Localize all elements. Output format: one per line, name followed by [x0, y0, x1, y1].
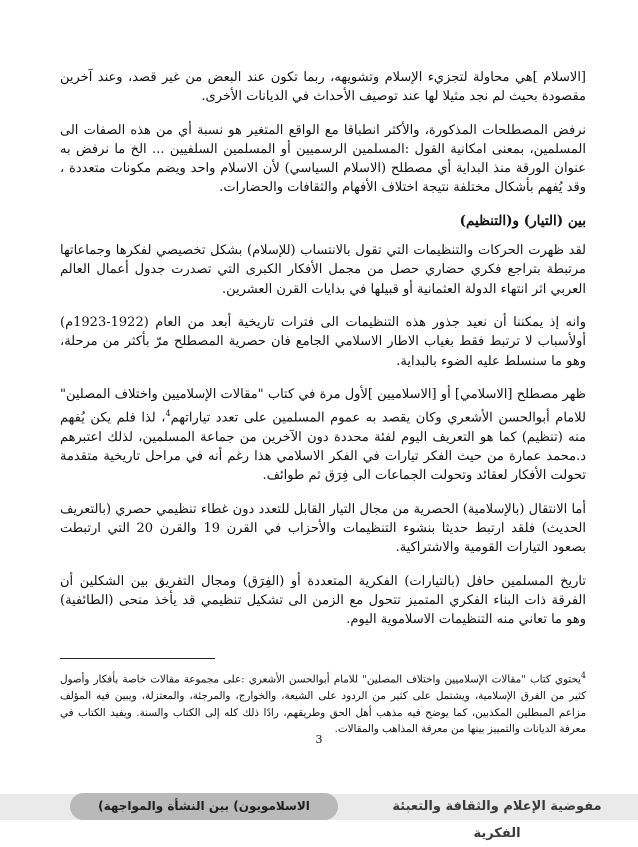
footer-document-title: الاسلامويون) بين النشأة والمواجهة)	[98, 799, 310, 813]
footnote-reference[interactable]: 4	[165, 409, 171, 419]
footnote	[60, 668, 586, 738]
body-text	[60, 68, 586, 643]
footer-organization-name: مفوضية الإعلام والثقافة والتعبئة الفكرية	[392, 799, 602, 841]
paragraph-rejection: نرفض المصطلحات المذكورة، والأكثر انطباقا مع الواقع المتغير هو نسبة أي من هذه الصفات الى المسلمين، بمعنى امكانية القول :المسلمين الرسميين أو المسلمين السلفيين ... الخ ما نرفض به عنوان الورقة منذ البداية أي مصطلح (الاسلام السياسي) لأن الاسلام واحد ويضم مكونات متعددة ، وقد يُفهم بأشكال مختلفة نتيجة اختلاف الأفهام والثقافات والحضارات.	[60, 122, 586, 196]
page-number: 3	[315, 733, 323, 746]
paragraph-transition: أما الانتقال (بالإسلامية) الحصرية من مجال التيار القابل للتعدد دون غطاء تنظيمي حصري (بالتعريف الحديث) فلقد ارتبط حديثا بنشوء التنظيمات والأحزاب في القرن 19 والقرن 20 التي ارتبطت بصعود التيارات القومية والاشتراكية.	[60, 501, 586, 556]
page-footer	[0, 784, 638, 841]
footnote-divider	[60, 658, 215, 659]
paragraph-emergence: لقد ظهرت الحركات والتنظيمات التي تقول بالانتساب (للإسلام) بشكل تخصيصي لفكرها وجماعاتها مرتبطة بتراجع فكري حضاري حصل من مجمل الأفكار الكبرى التي تصدرت جدول أعمال العالم العربي اثر انتهاء الدولة العثمانية أو قبيلها في بدايات القرن العشرين.	[60, 243, 586, 297]
paragraph-term-origin-part1: ظهر مصطلح [الاسلامي] أو [الاسلاميين ]لأول مرة في كتاب "مقالات الإسلاميين واختلاف المصلين" للامام أبوالحسن الأشعري وكان يقصد به عموم المسلمين على تعدد تياراتهم	[60, 386, 586, 426]
footnote-text: يحتوي كتاب "مقالات الإسلاميين واختلاف المصلين" للامام أبوالحسن الأشعري :على مجموعة مقالات خاصة بأفكار وأصول كثير من الفرق الإسلامية، ويشتمل على كثير من الردود على الشيعة، والخوارج، والمرجئة، والمعتزلة، ويبين فيه المؤلف مزاعم المبطلين المكذبين، كما يوضح فيه مذهب أهل الحق وطريقهم، رادًا ذلك كله إلى الكتاب والسنة. ويفيد الكتاب في معرفة الديانات والتمييز بينها من معرفة المذاهب والمقالات.	[60, 673, 586, 736]
section-heading: بين (التيار) و(التنظيم)	[459, 212, 586, 229]
paragraph-term-origin-part2: ، لذا فلم يكن يُفهم منه (تنظيم) كما هو التعريف اليوم لفئة محددة دون الآخرين من جماعة المسلمين، لذلك اعتبرهم د.محمد عمارة من حيث الفكر تيارات في الفكر الاسلامي هذا رغم أنه في مراحل تاريخية متقدمة تحولت الأفكار لعقائد وتحولت الجماعات الى فِرَق ثم طوائف.	[60, 410, 586, 484]
paragraph-roots: وانه إذ يمكننا أن نعيد جذور هذه التنظيمات الى فترات تاريخية أبعد من العام (1922-1923م) أولأسباب لا ترتبط فقط بغياب الاطار الاسلامي الجامع فان حصرية المصطلح مرّ بأكثر من مرحلة، وهو ما سنسلط عليه الضوء بالبداية.	[60, 314, 586, 369]
paragraph-term-origin	[60, 385, 586, 486]
paragraph-intro: [الاسلام ]هي محاولة لتجزيء الإسلام وتشويهه، ربما تكون عند البعض من غير قصد، وعند آخرين مقصودة بحيث لم نجد مثيلا لها عند توصيف الأحداث في الديانات الأخرى.	[60, 70, 586, 105]
footnote-number: 4	[580, 671, 586, 680]
paragraph-history: تاريخ المسلمين حافل (بالتيارات) الفكرية المتعددة أو (الفِرَق) ومجال التفريق بين الشكلين أن الفرقة ذات البناء الفكري المتميز تتحول مع الزمن الى تشكيل تنظيمي قد يأخذ منحى (الطائفية) وهو ما تعاني منه التنظيمات الاسلاموية اليوم.	[60, 573, 586, 628]
